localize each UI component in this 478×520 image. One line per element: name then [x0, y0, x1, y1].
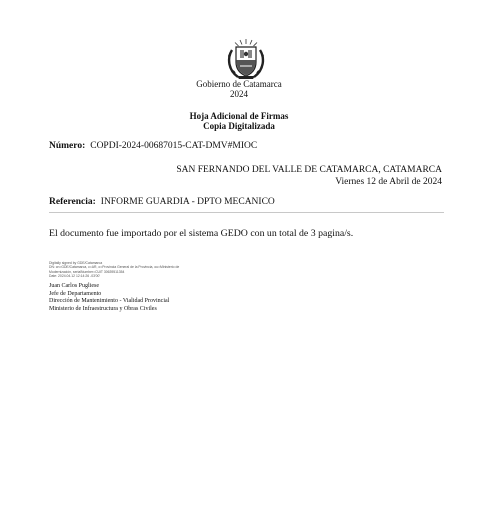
body-text: El documento fue importado por el sistema GEDO con un total de 3 pagina/s. [49, 228, 354, 239]
section-divider [49, 212, 444, 213]
referencia-row [49, 197, 275, 208]
provincial-coat-of-arms-icon [224, 38, 268, 80]
place-line: SAN FERNANDO DEL VALLE DE CATAMARCA, CATAMARCA [176, 165, 442, 175]
signer-block [49, 283, 169, 314]
digital-signature-line: Modernización, serialNumber=CUIT 30639511354 [49, 269, 125, 274]
referencia-label: Referencia: [49, 197, 96, 207]
numero-label: Número: [49, 141, 86, 151]
signer-role: Jefe de Departamento [49, 290, 102, 297]
document-year: 2024 [230, 89, 248, 99]
document-title: Hoja Adicional de Firmas [189, 111, 289, 121]
digital-signature-block [49, 261, 179, 278]
date-line: Viernes 12 de Abril de 2024 [335, 177, 442, 187]
digital-signature-line: DN: cn=GDE/Catamarca, c=AR, o=Provincia General de la Provincia, ou=Ministerio de [49, 265, 180, 270]
digital-signature-line: Date: 2024.04.12 12:14:26 -03'00' [49, 273, 101, 278]
signer-ministry: Ministerio de Infraestructura y Obras Civiles [49, 306, 157, 313]
document-subtitle: Copia Digitalizada [203, 121, 275, 131]
digital-signature-line: Digitally signed by GDE/Catamarca [49, 261, 103, 265]
signer-name: Juan Carlos Pugliese [49, 283, 99, 289]
numero-value: COPDI-2024-00687015-CAT-DMV#MIOC [90, 141, 258, 151]
referencia-value: INFORME GUARDIA - DPTO MECANICO [100, 197, 275, 207]
government-name: Gobierno de Catamarca [196, 79, 282, 89]
numero-row [49, 141, 257, 152]
signer-department: Dirección de Mantenimiento - Vialidad Provincial [49, 298, 170, 305]
